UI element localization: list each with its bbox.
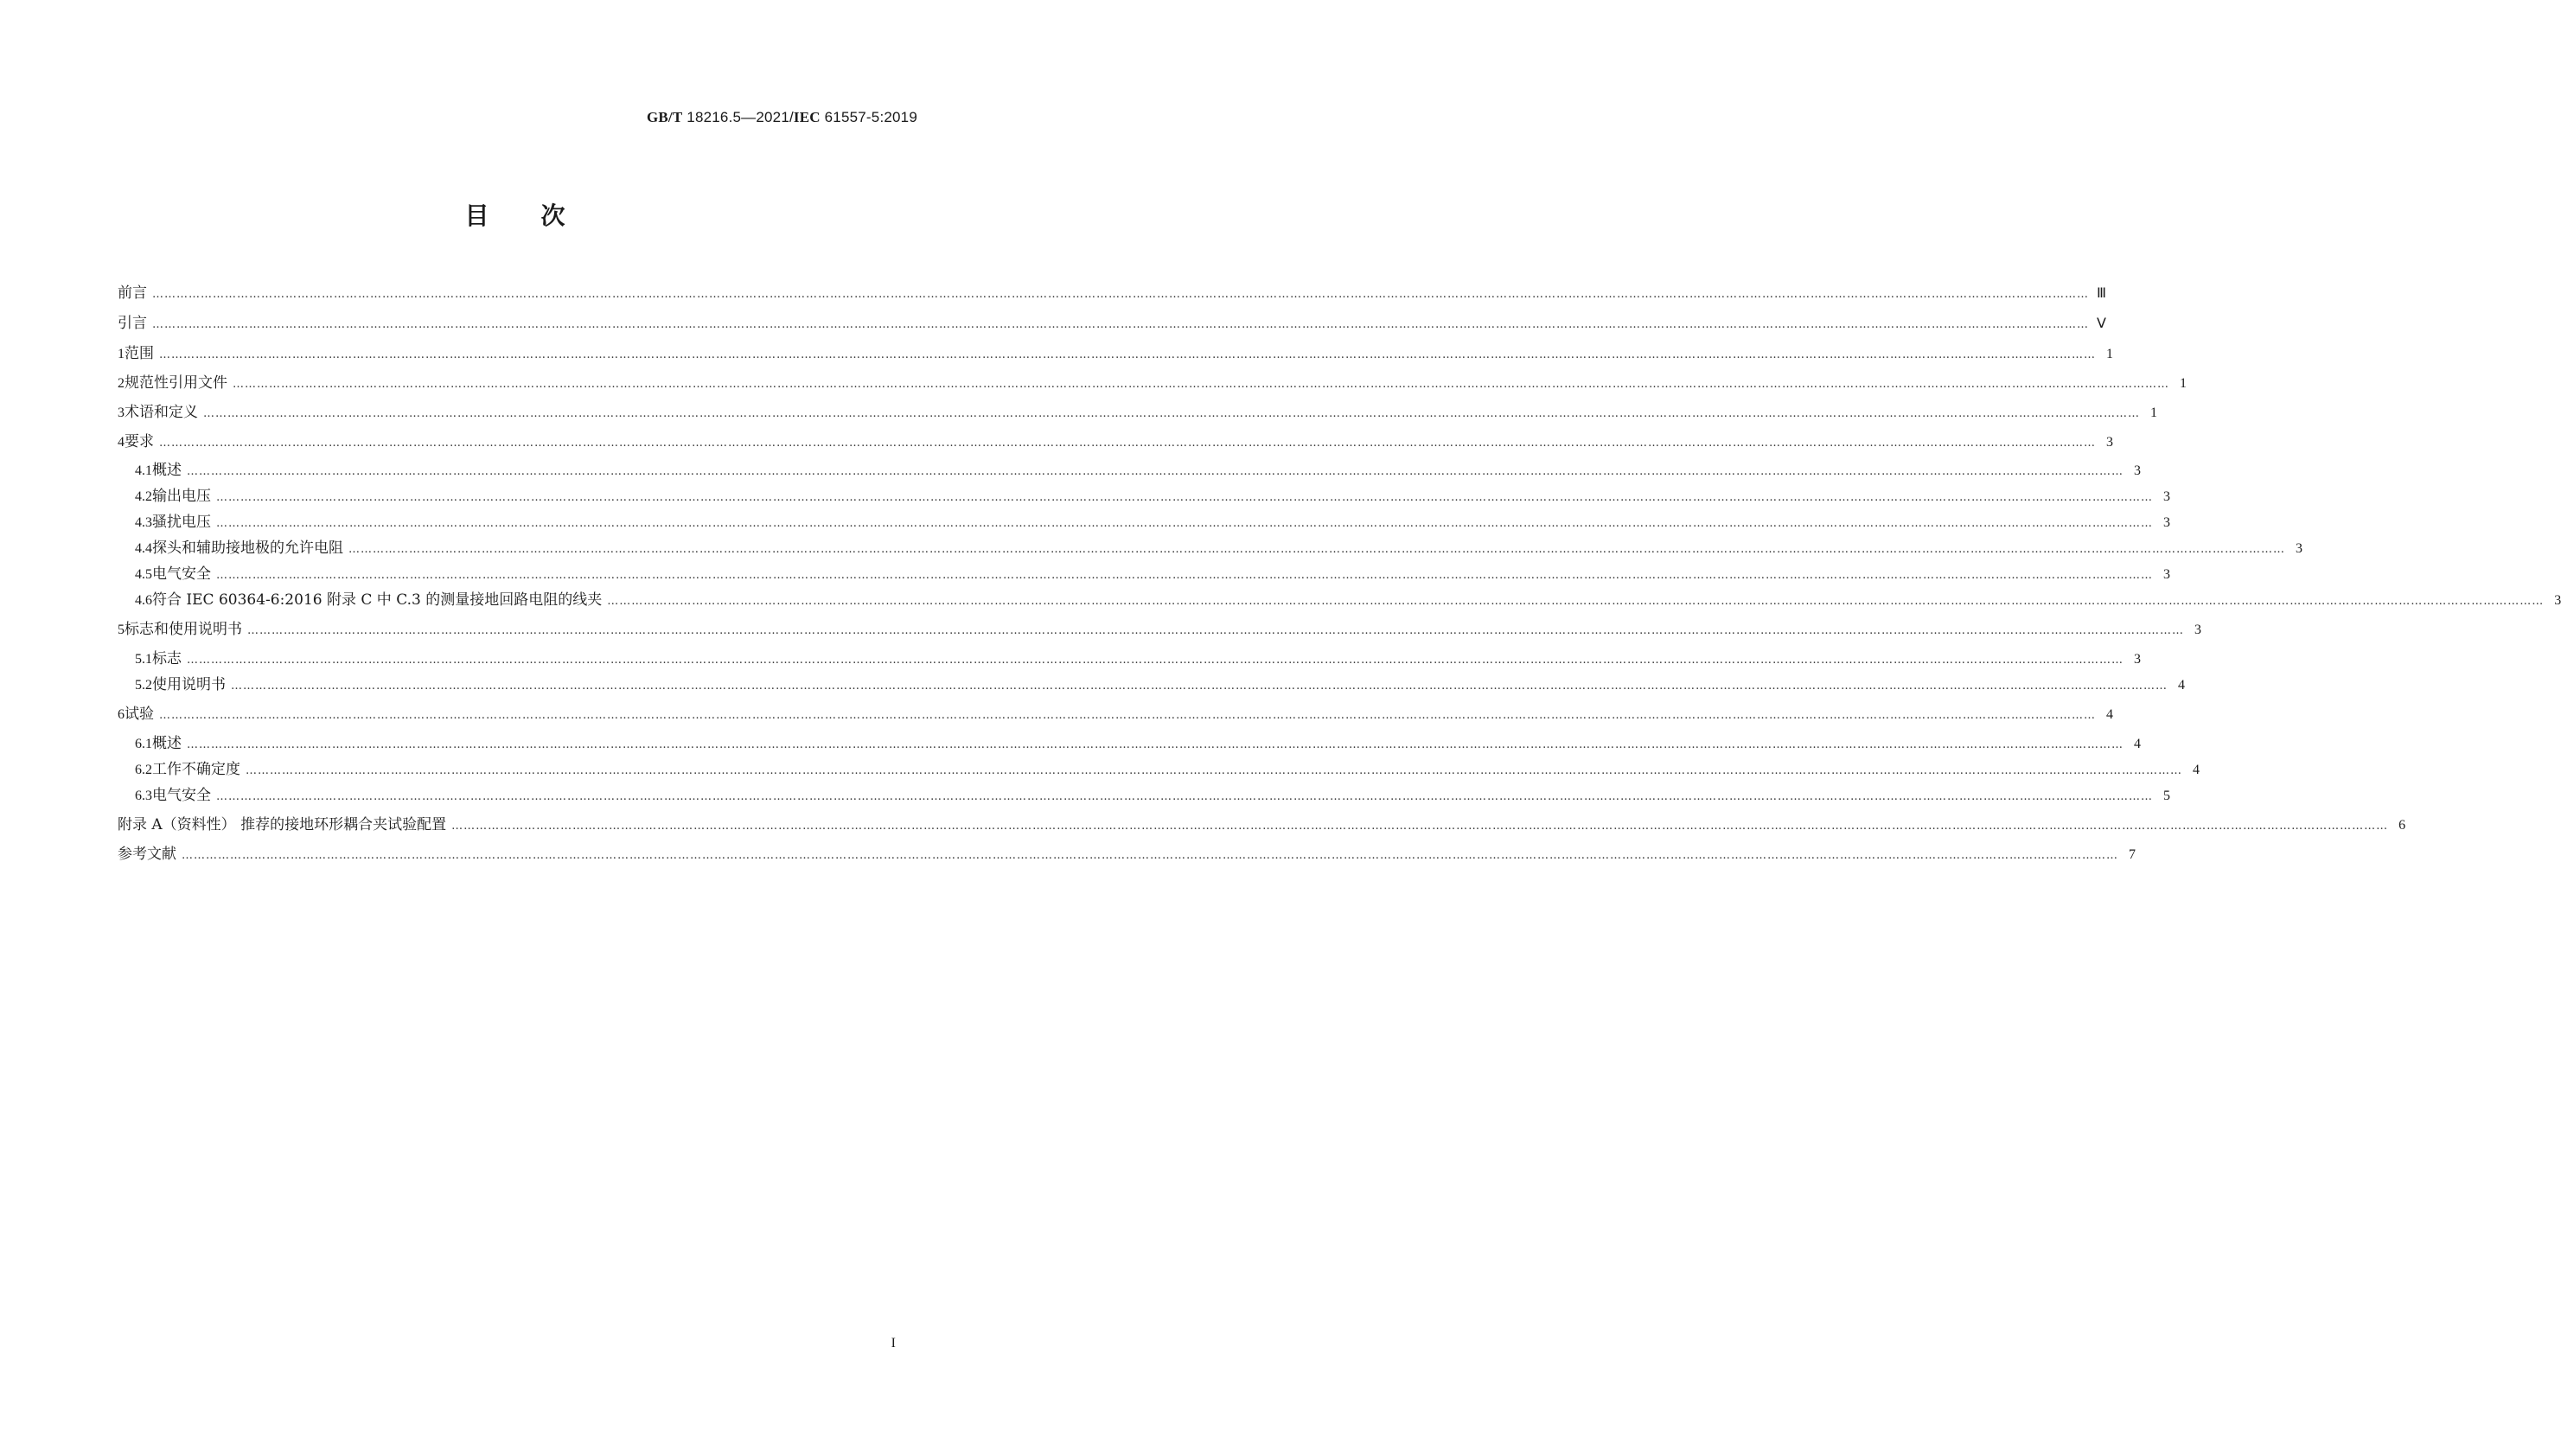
toc-leader-dots: …………………………………………………………………………………………………………………………………………………………………………………………………………………………………………………………………………………………………………………………………………………………………………………………………………………………………………: [607, 595, 2545, 608]
toc-entry-number: 6.1: [135, 737, 152, 751]
toc-leader-dots: …………………………………………………………………………………………………………………………………………………………………………………………………………………………………………………………………………………………………………………………………………………………………………………………………………………………………………: [159, 709, 2096, 722]
standard-prefix: GB/T: [646, 109, 683, 125]
toc-leader-dots: …………………………………………………………………………………………………………………………………………………………………………………………………………………………………………………………………………………………………………………………………………………………………………………………………………………………………………: [233, 378, 2169, 391]
toc-entry-page: 3: [2134, 652, 2141, 667]
toc-entry-label: 参考文献: [118, 846, 176, 863]
toc-entry-label: 骚扰电压: [152, 514, 211, 531]
toc-entry-number: 2: [118, 376, 125, 391]
toc-entry-number: 1: [118, 347, 125, 361]
toc-entry-number: 4: [118, 435, 125, 450]
toc-entry[interactable]: [118, 814, 2406, 836]
toc-entry-page: Ⅲ: [2096, 286, 2106, 301]
standard-number: 18216.5—2021/: [682, 109, 794, 125]
iec-prefix: IEC: [793, 109, 821, 125]
toc-entry-label: 术语和定义: [125, 404, 198, 421]
toc-leader-dots: …………………………………………………………………………………………………………………………………………………………………………………………………………………………………………………………………………………………………………………………………………………………………………………………………………………………………………: [159, 437, 2096, 450]
toc-entry[interactable]: [118, 401, 2157, 424]
toc-leader-dots: …………………………………………………………………………………………………………………………………………………………………………………………………………………………………………………………………………………………………………………………………………………………………………………………………………………………………………: [159, 348, 2096, 361]
toc-entry-page: 3: [2296, 541, 2302, 556]
toc-entry-label: 引言: [118, 315, 147, 332]
page-title: 目次: [464, 201, 617, 230]
toc-entry-number: 4.5: [135, 567, 152, 582]
toc-entry-page: 3: [2163, 515, 2170, 530]
toc-entry-label: 概述: [152, 735, 182, 752]
toc-entry-label: 试验: [125, 706, 154, 723]
toc-entry-label: 要求: [125, 433, 154, 450]
toc-entry-number: 5.1: [135, 652, 152, 667]
iec-number: 61557-5:2019: [820, 109, 917, 125]
toc-leader-dots: …………………………………………………………………………………………………………………………………………………………………………………………………………………………………………………………………………………………………………………………………………………………………………………………………………………………………………: [216, 569, 2153, 582]
toc-entry-number: 4.3: [135, 515, 152, 530]
toc-entry-page: 4: [2106, 707, 2113, 722]
toc-entry-number: 4.6: [135, 593, 152, 608]
toc-entry-label: 附录 A（资料性） 推荐的接地环形耦合夹试验配置: [118, 816, 447, 833]
toc-entry-label: 标志: [152, 650, 182, 667]
toc-entry-label: 符合 IEC 60364-6:2016 附录 C 中 C.3 的测量接地回路电阻的线夹: [152, 591, 603, 609]
toc-entry-number: 6.3: [135, 789, 152, 803]
toc-entry[interactable]: [135, 589, 2561, 611]
toc-entry-label: 电气安全: [152, 787, 211, 804]
toc-entry-number: 5.2: [135, 678, 152, 693]
toc-entry-label: 标志和使用说明书: [125, 621, 242, 638]
toc-leader-dots: …………………………………………………………………………………………………………………………………………………………………………………………………………………………………………………………………………………………………………………………………………………………………………………………………………………………………………: [182, 849, 2118, 862]
toc-leader-dots: …………………………………………………………………………………………………………………………………………………………………………………………………………………………………………………………………………………………………………………………………………………………………………………………………………………………………………: [247, 624, 2184, 637]
toc-leader-dots: …………………………………………………………………………………………………………………………………………………………………………………………………………………………………………………………………………………………………………………………………………………………………………………………………………………………………………: [187, 654, 2124, 667]
toc-leader-dots: …………………………………………………………………………………………………………………………………………………………………………………………………………………………………………………………………………………………………………………………………………………………………………………………………………………………………………: [348, 543, 2285, 556]
standard-header: [647, 109, 917, 126]
toc-entry[interactable]: [118, 312, 2106, 335]
toc-entry-page: 4: [2178, 678, 2185, 693]
toc-entry-page: 5: [2163, 789, 2170, 803]
toc-entry-page: 6: [2398, 818, 2406, 833]
toc-entry-label: 工作不确定度: [152, 761, 240, 778]
toc-entry[interactable]: [118, 282, 2106, 304]
toc-entry-page: 4: [2134, 737, 2141, 751]
toc-entry[interactable]: [118, 618, 2201, 641]
page-number: I: [891, 1336, 896, 1351]
toc-entry[interactable]: [135, 459, 2141, 482]
toc-entry[interactable]: [135, 784, 2170, 807]
toc-entry-label: 前言: [118, 284, 147, 302]
toc-entry-label: 概述: [152, 462, 182, 479]
toc-entry[interactable]: [135, 537, 2302, 559]
toc-entry[interactable]: [118, 703, 2113, 725]
toc-leader-dots: …………………………………………………………………………………………………………………………………………………………………………………………………………………………………………………………………………………………………………………………………………………………………………………………………………………………………………: [152, 288, 2089, 301]
toc-entry[interactable]: [135, 563, 2170, 585]
toc-entry[interactable]: [135, 485, 2170, 508]
toc-entry-label: 输出电压: [152, 488, 211, 505]
toc-entry-number: 4.1: [135, 463, 152, 478]
toc-leader-dots: …………………………………………………………………………………………………………………………………………………………………………………………………………………………………………………………………………………………………………………………………………………………………………………………………………………………………………: [216, 491, 2153, 504]
toc-entry-number: 4.2: [135, 489, 152, 504]
toc-entry[interactable]: [135, 732, 2141, 755]
toc-leader-dots: …………………………………………………………………………………………………………………………………………………………………………………………………………………………………………………………………………………………………………………………………………………………………………………………………………………………………………: [187, 465, 2124, 478]
toc-entry-page: 1: [2150, 406, 2157, 420]
toc-entry-page: 3: [2554, 593, 2561, 608]
toc-entry[interactable]: [135, 511, 2170, 533]
toc-entry-page: 3: [2194, 623, 2201, 637]
toc-entry-page: 3: [2106, 435, 2113, 450]
toc-entry-page: 3: [2134, 463, 2141, 478]
toc-entry-number: 6: [118, 707, 125, 722]
toc-entry-page: 1: [2106, 347, 2113, 361]
toc-entry[interactable]: [118, 372, 2187, 394]
toc-leader-dots: …………………………………………………………………………………………………………………………………………………………………………………………………………………………………………………………………………………………………………………………………………………………………………………………………………………………………………: [187, 738, 2124, 751]
toc-leader-dots: …………………………………………………………………………………………………………………………………………………………………………………………………………………………………………………………………………………………………………………………………………………………………………………………………………………………………………: [451, 820, 2389, 833]
toc-leader-dots: …………………………………………………………………………………………………………………………………………………………………………………………………………………………………………………………………………………………………………………………………………………………………………………………………………………………………………: [216, 790, 2153, 803]
toc-entry-number: 5: [118, 623, 125, 637]
toc-entry[interactable]: [118, 342, 2113, 365]
toc-entry-label: 探头和辅助接地极的允许电阻: [152, 540, 343, 557]
toc-leader-dots: …………………………………………………………………………………………………………………………………………………………………………………………………………………………………………………………………………………………………………………………………………………………………………………………………………………………………………: [231, 680, 2168, 693]
toc-entry[interactable]: [135, 758, 2200, 781]
toc-entry[interactable]: [118, 843, 2136, 865]
toc-entry-page: 3: [2163, 567, 2170, 582]
toc-leader-dots: …………………………………………………………………………………………………………………………………………………………………………………………………………………………………………………………………………………………………………………………………………………………………………………………………………………………………………: [203, 407, 2140, 420]
toc-entry-page: 4: [2193, 763, 2200, 777]
toc-entry-page: 3: [2163, 489, 2170, 504]
toc-entry-number: 3: [118, 406, 125, 420]
toc-entry[interactable]: [135, 648, 2141, 670]
toc-entry-label: 使用说明书: [152, 676, 226, 693]
toc-leader-dots: …………………………………………………………………………………………………………………………………………………………………………………………………………………………………………………………………………………………………………………………………………………………………………………………………………………………………………: [216, 517, 2153, 530]
toc-leader-dots: …………………………………………………………………………………………………………………………………………………………………………………………………………………………………………………………………………………………………………………………………………………………………………………………………………………………………………: [246, 764, 2182, 777]
toc-entry-page: Ⅴ: [2097, 316, 2106, 331]
toc-entry-page: 1: [2180, 376, 2187, 391]
toc-entry-label: 电气安全: [152, 565, 211, 583]
toc-entry-number: 6.2: [135, 763, 152, 777]
toc-entry-number: 4.4: [135, 541, 152, 556]
toc-leader-dots: …………………………………………………………………………………………………………………………………………………………………………………………………………………………………………………………………………………………………………………………………………………………………………………………………………………………………………: [152, 318, 2089, 331]
toc-entry[interactable]: [135, 674, 2185, 696]
toc-entry-label: 范围: [125, 345, 154, 362]
toc-entry[interactable]: [118, 431, 2113, 453]
toc-entry-label: 规范性引用文件: [125, 374, 227, 392]
toc-entry-page: 7: [2129, 847, 2136, 862]
